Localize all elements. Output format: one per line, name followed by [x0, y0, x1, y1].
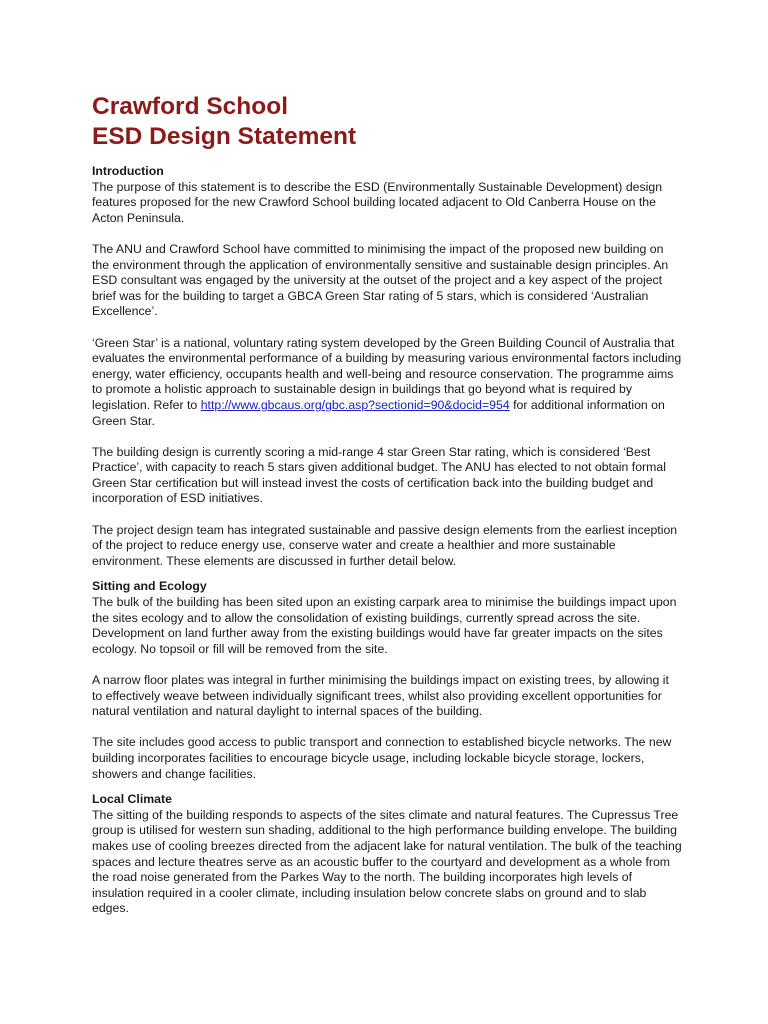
ecology-paragraph-1: The bulk of the building has been sited upon an existing carpark area to minimise the buildings impact upon the sites ecology and to allow the consolidation of existing buildings, currently spread across the site. Development on land further away from the existing buildings would have far greater impacts on the sites ecology. No topsoil or fill will be removed from the site. [92, 595, 677, 656]
intro-paragraph-4: The building design is currently scoring a mid-range 4 star Green Star rating, which is considered ‘Best Practice’, with capacity to reach 5 stars given additional budget. The ANU has elected to not obtain formal Green Star certification but will instead invest the costs of certification back into the building budget and incorporation of ESD initiatives. [92, 444, 666, 506]
document-title [92, 92, 682, 152]
green-star-link[interactable]: http://www.gbcaus.org/gbc.asp?sectionid=90&docid=954 [200, 397, 510, 412]
title-line-1: Crawford School [92, 93, 289, 120]
document-page [92, 92, 682, 917]
section-gap [92, 569, 682, 579]
intro-paragraph-2: The ANU and Crawford School have committed to minimising the impact of the proposed new building on the environment through the application of environmentally sensitive and sustainable design principles. An ESD consultant was engaged by the university at the outset of the project and a key aspect of the project brief was for the building to target a GBCA Green Star rating of 5 stars, which is considered ‘Australian Excellence’. [92, 241, 669, 319]
intro-paragraph-3-text-a: ‘Green Star’ is a national, voluntary rating system developed by the Green Building Council of Australia that evaluates the environmental performance of a building by measuring various environmental factors including energy, water efficiency, occupants health and well-being and resource conservation. The programme aims to promote a holistic approach to sustainable design in buildings that go beyond what is required by legislation. Refer to [92, 335, 682, 412]
intro-paragraph-3 [92, 336, 682, 430]
heading-introduction: Introduction [92, 164, 164, 178]
ecology-paragraph-3: The site includes good access to public transport and connection to established bicycle networks. The new building incorporates facilities to encourage bicycle usage, including lockable bicycle storage, lockers, showers and change facilities. [92, 735, 672, 781]
intro-paragraph-5: The project design team has integrated sustainable and passive design elements from the earliest inception of the project to reduce energy use, conserve water and create a healthier and more sustainable environment. These elements are discussed in further detail below. [92, 522, 678, 568]
heading-local-climate: Local Climate [92, 792, 172, 807]
title-line-2: ESD Design Statement [92, 123, 357, 150]
heading-sitting-ecology: Sitting and Ecology [92, 579, 207, 594]
ecology-paragraph-2: A narrow floor plates was integral in further minimising the buildings impact on existing trees, by allowing it to effectively weave between individually significant trees, whilst also providing excellent opportunities for natural ventilation and natural daylight to internal spaces of the building. [92, 673, 669, 719]
climate-paragraph-1: The sitting of the building responds to aspects of the sites climate and natural features. The Cupressus Tree group is utilised for western sun shading, additional to the high performance building envelope. The building makes use of cooling breezes directed from the adjacent lake for natural ventilation. The bulk of the teaching spaces and lecture theatres serve as an acoustic buffer to the courtyard and development as a whole from the road noise generated from the Parkes Way to the north. The building incorporates high levels of insulation required in a cooler climate, including insulation below concrete slabs on ground and to slab edges. [92, 807, 682, 916]
intro-paragraph-1: The purpose of this statement is to describe the ESD (Environmentally Sustainable Development) design features proposed for the new Crawford School building located adjacent to Old Canberra House on the Acton Peninsula. [92, 179, 663, 225]
section-gap [92, 782, 682, 792]
intro-paragraph-3-text-b: for additional information on Green Star. [92, 397, 665, 428]
